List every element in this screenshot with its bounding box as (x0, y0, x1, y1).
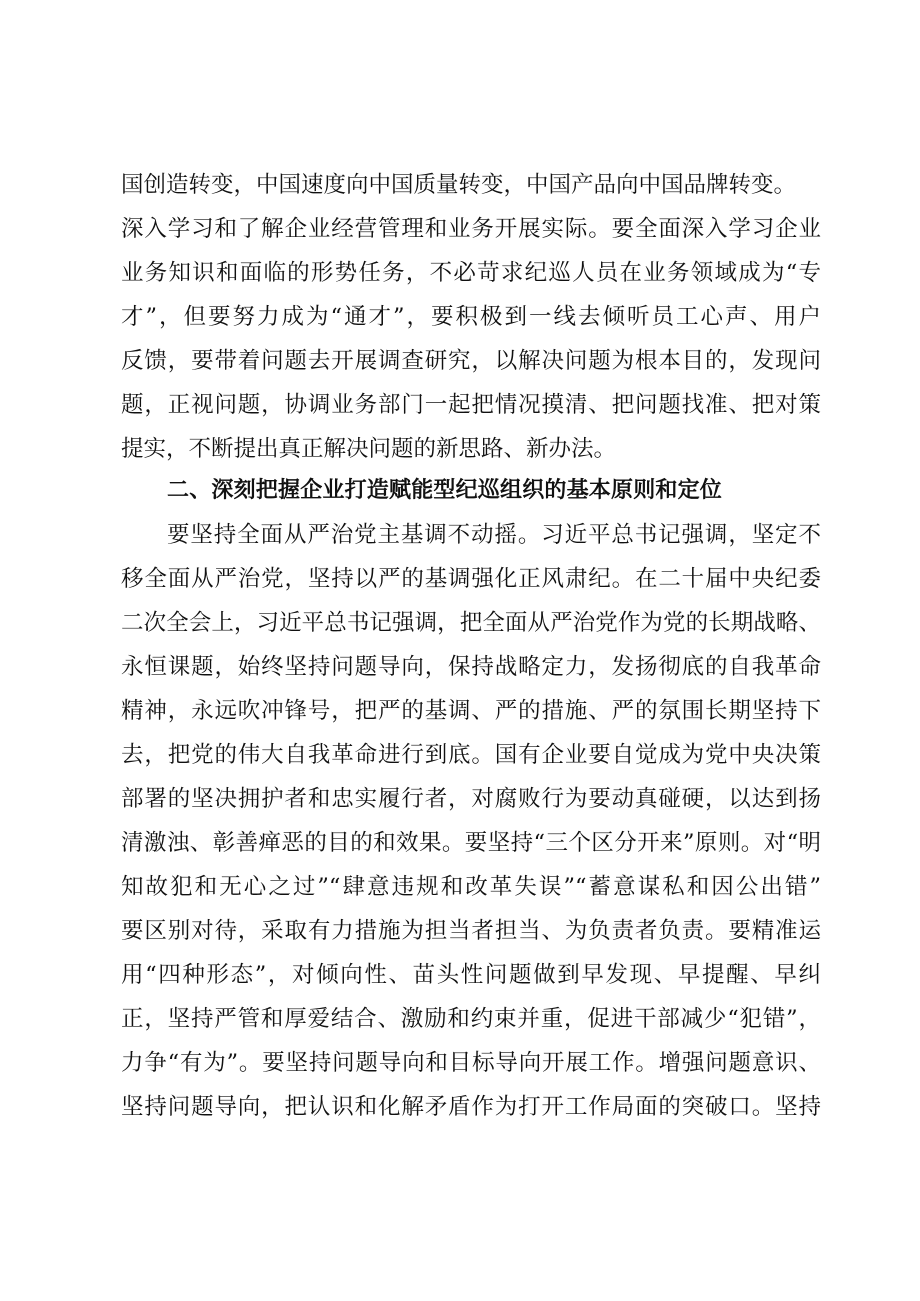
text-line: 移全面从严治党，坚持以严的基调强化正风肃纪。在二十届中央纪委 (121, 566, 821, 592)
text-line: 部署的坚决拥护者和忠实履行者，对腐败行为要动真碰硬，以达到扬 (121, 786, 821, 812)
text-line: 国创造转变，中国速度向中国质量转变，中国产品向中国品牌转变。 (121, 172, 797, 198)
text-line: 精神，永远吹冲锋号，把严的基调、严的措施、严的氛围长期坚持下 (121, 698, 821, 724)
text-line: 知故犯和无心之过”“肆意违规和改革失误”“蓄意谋私和因公出错” (121, 874, 821, 900)
text-line: 力争“有为”。要坚持问题导向和目标导向开展工作。增强问题意识、 (121, 1050, 821, 1076)
text-line: 用“四种形态”，对倾向性、苗头性问题做到早发现、早提醒、早纠 (121, 962, 821, 988)
text-line: 坚持问题导向，把认识和化解矛盾作为打开工作局面的突破口。坚持 (121, 1094, 821, 1120)
text-line: 反馈，要带着问题去开展调查研究，以解决问题为根本目的，发现问 (121, 348, 821, 374)
text-line: 二次全会上，习近平总书记强调，把全面从严治党作为党的长期战略、 (121, 610, 821, 636)
section-heading: 二、深刻把握企业打造赋能型纪巡组织的基本原则和定位 (167, 478, 723, 503)
text-line: 业务知识和面临的形势任务，不必苛求纪巡人员在业务领域成为“专 (121, 260, 821, 286)
text-line: 要坚持全面从严治党主基调不动摇。习近平总书记强调，坚定不 (167, 522, 821, 548)
text-line: 清激浊、彰善瘅恶的目的和效果。要坚持“三个区分开来”原则。对“明 (121, 830, 821, 856)
text-line: 永恒课题，始终坚持问题导向，保持战略定力，发扬彻底的自我革命 (121, 654, 821, 680)
text-line: 提实，不断提出真正解决问题的新思路、新办法。 (121, 436, 617, 462)
text-line: 要区别对待，采取有力措施为担当者担当、为负责者负责。要精准运 (121, 918, 821, 944)
text-line: 正，坚持严管和厚爱结合、激励和约束并重，促进干部减少“犯错”， (121, 1006, 821, 1032)
text-line: 去，把党的伟大自我革命进行到底。国有企业要自觉成为党中央决策 (121, 742, 821, 768)
text-line: 才”，但要努力成为“通才”，要积极到一线去倾听员工心声、用户 (121, 304, 821, 330)
text-line: 题，正视问题，协调业务部门一起把情况摸清、把问题找准、把对策 (121, 392, 821, 418)
text-line: 深入学习和了解企业经营管理和业务开展实际。要全面深入学习企业 (121, 216, 821, 242)
